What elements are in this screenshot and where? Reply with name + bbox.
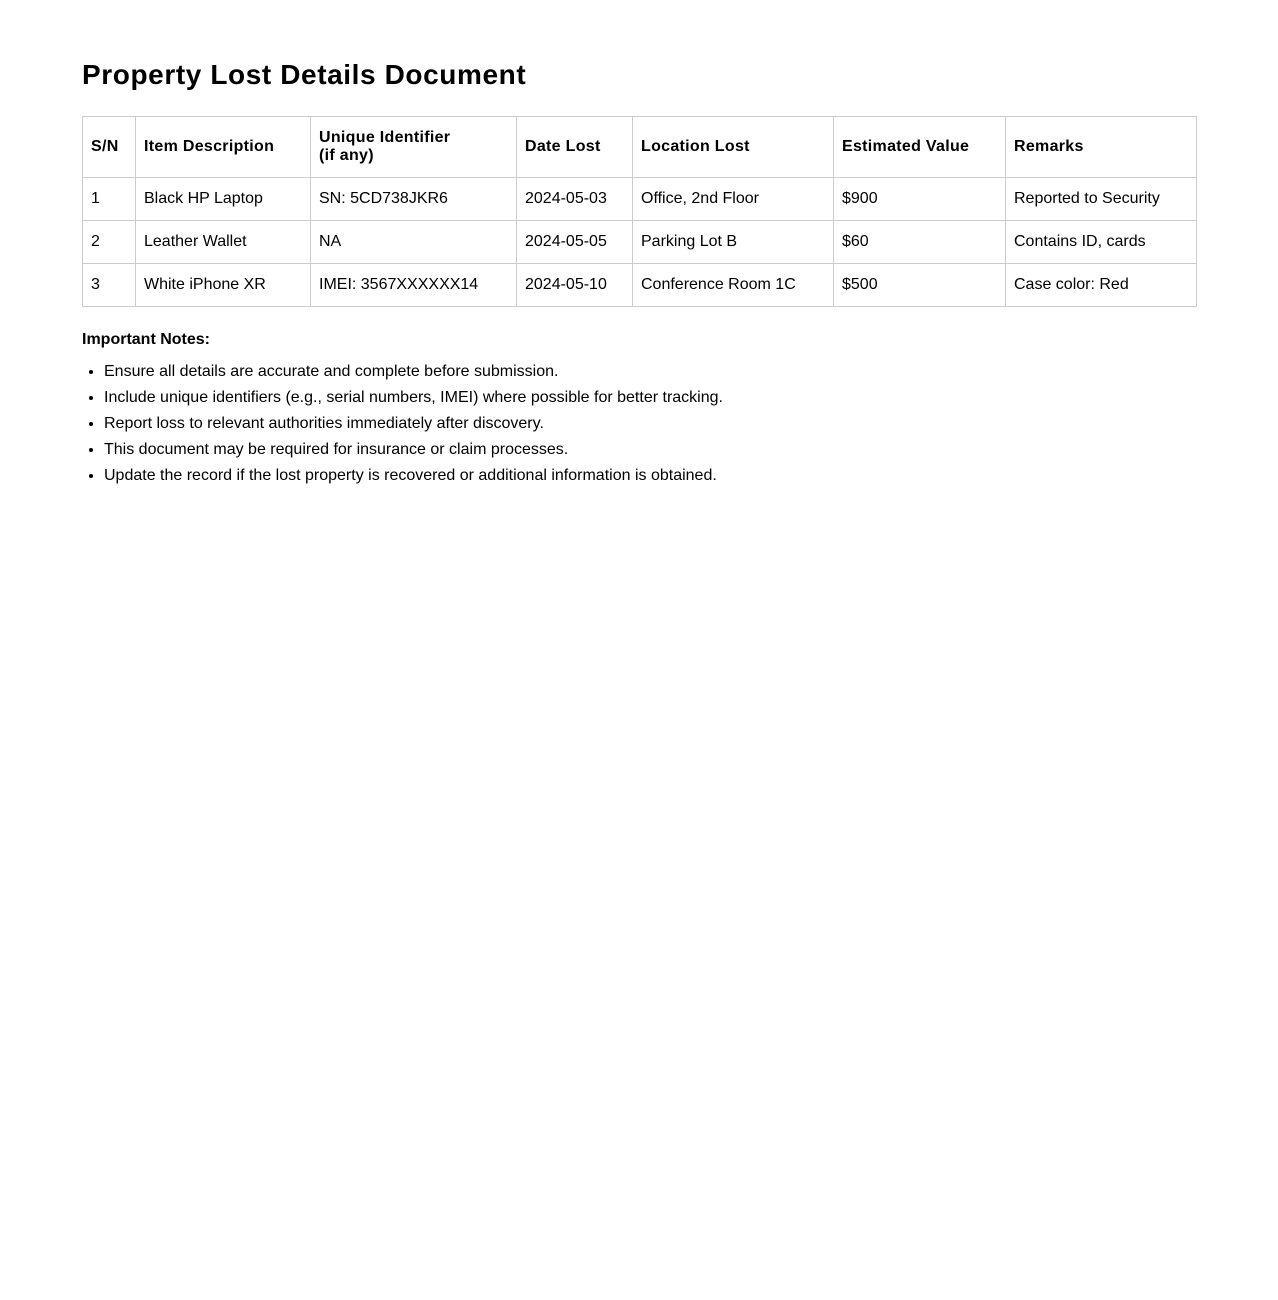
cell-item-description: Black HP Laptop <box>136 178 311 221</box>
cell-location-lost: Office, 2nd Floor <box>633 178 834 221</box>
cell-sn: 1 <box>83 178 136 221</box>
table-row <box>83 178 1197 221</box>
table-row <box>83 221 1197 264</box>
cell-estimated-value: $60 <box>834 221 1006 264</box>
note-item: • This document may be required for insurance or claim processes. <box>104 441 1196 459</box>
cell-remarks: Contains ID, cards <box>1006 221 1197 264</box>
document-page <box>82 56 1196 493</box>
cell-estimated-value: $900 <box>834 178 1006 221</box>
cell-item-description: Leather Wallet <box>136 221 311 264</box>
note-item: • Ensure all details are accurate and complete before submission. <box>104 363 1196 381</box>
page-title: Property Lost Details Document <box>82 59 527 90</box>
table-header-row <box>83 117 1197 178</box>
note-item: • Include unique identifiers (e.g., serial numbers, IMEI) where possible for better tracking. <box>104 389 1196 407</box>
cell-location-lost: Conference Room 1C <box>633 264 834 307</box>
cell-unique-identifier: NA <box>311 221 517 264</box>
header-estimated-value: Estimated Value <box>834 117 1006 178</box>
header-unique-identifier: Unique Identifier (if any) <box>311 117 517 178</box>
cell-item-description: White iPhone XR <box>136 264 311 307</box>
header-date-lost: Date Lost <box>517 117 633 178</box>
note-item: • Report loss to relevant authorities immediately after discovery. <box>104 415 1196 433</box>
cell-date-lost: 2024-05-03 <box>517 178 633 221</box>
notes-list <box>82 363 1196 485</box>
cell-sn: 2 <box>83 221 136 264</box>
table-row <box>83 264 1197 307</box>
header-item-description: Item Description <box>136 117 311 178</box>
lost-property-table <box>82 116 1197 307</box>
header-location-lost: Location Lost <box>633 117 834 178</box>
cell-remarks: Case color: Red <box>1006 264 1197 307</box>
cell-location-lost: Parking Lot B <box>633 221 834 264</box>
cell-estimated-value: $500 <box>834 264 1006 307</box>
header-remarks: Remarks <box>1006 117 1197 178</box>
header-sn: S/N <box>83 117 136 178</box>
cell-remarks: Reported to Security <box>1006 178 1197 221</box>
cell-unique-identifier: IMEI: 3567XXXXXX14 <box>311 264 517 307</box>
cell-unique-identifier: SN: 5CD738JKR6 <box>311 178 517 221</box>
note-item: • Update the record if the lost property is recovered or additional information is obtained. <box>104 467 1196 485</box>
notes-heading: Important Notes: <box>82 331 210 348</box>
cell-date-lost: 2024-05-10 <box>517 264 633 307</box>
cell-date-lost: 2024-05-05 <box>517 221 633 264</box>
cell-sn: 3 <box>83 264 136 307</box>
